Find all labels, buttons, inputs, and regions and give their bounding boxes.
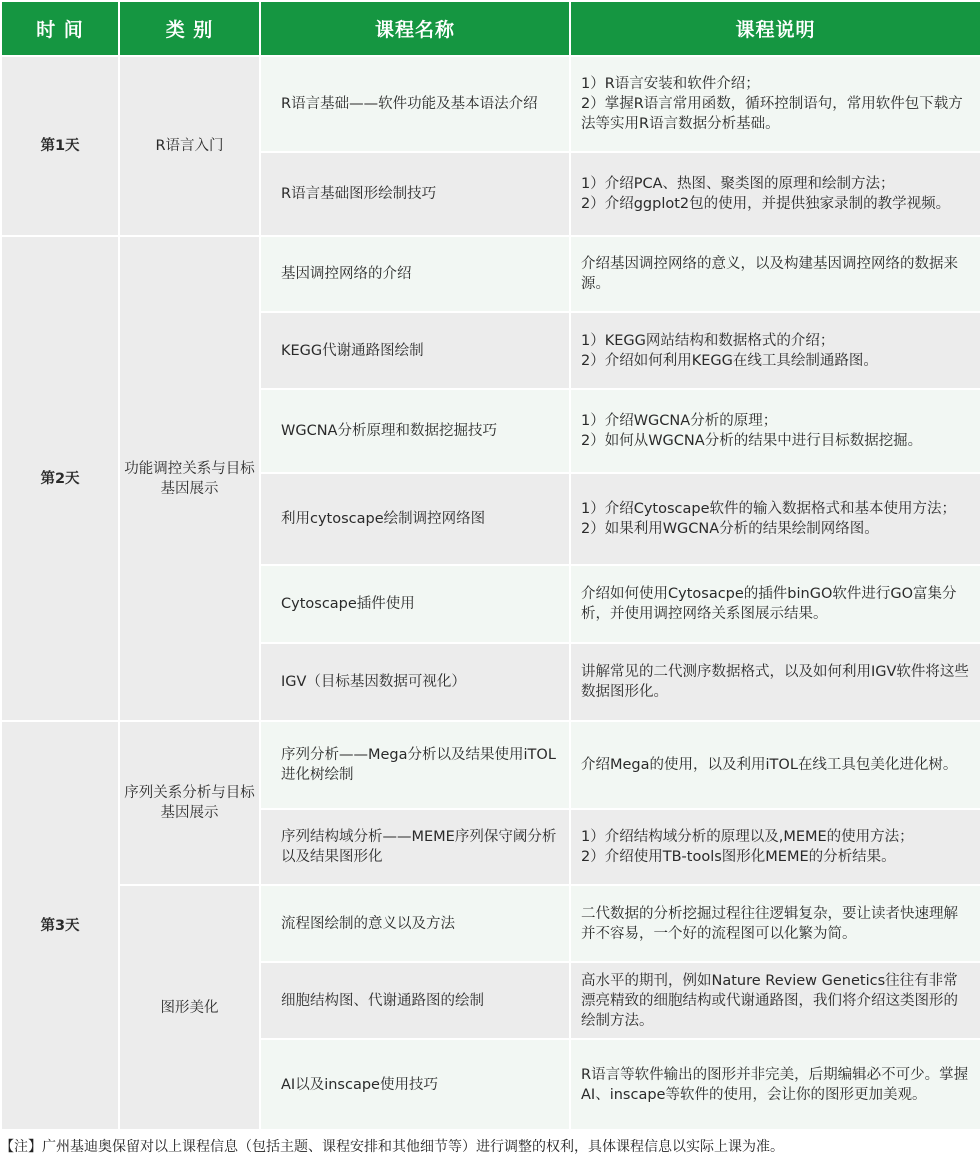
category-label: R语言入门	[119, 56, 260, 236]
course-name: 序列分析——Mega分析以及结果使用iTOL进化树绘制	[260, 721, 570, 809]
course-name: IGV（目标基因数据可视化）	[260, 643, 570, 721]
description-line: 高水平的期刊，例如Nature Review Genetics往往有非常漂亮精致的细胞结构或代谢通路图，我们将介绍这类图形的绘制方法。	[581, 972, 958, 1029]
description-line: 1）介绍PCA、热图、聚类图的原理和绘制方法；	[581, 176, 895, 192]
course-name: R语言基础图形绘制技巧	[260, 152, 570, 236]
table-row	[1, 236, 980, 312]
category-label: 功能调控关系与目标基因展示	[119, 236, 260, 721]
day-label: 第1天	[1, 56, 119, 236]
course-description	[570, 473, 980, 565]
course-description	[570, 1039, 980, 1130]
description-line: 二代数据的分析挖掘过程往往逻辑复杂，要让读者快速理解并不容易，一个好的流程图可以化繁为简。	[581, 905, 958, 942]
course-description	[570, 643, 980, 721]
course-name: 利用cytoscape绘制调控网络图	[260, 473, 570, 565]
description-line: 2）掌握R语言常用函数，循环控制语句，常用软件包下载方法等实用R语言数据分析基础。	[581, 96, 963, 132]
course-description	[570, 809, 980, 885]
course-name: R语言基础——软件功能及基本语法介绍	[260, 56, 570, 152]
course-description	[570, 236, 980, 312]
day-label: 第2天	[1, 236, 119, 721]
course-name: 细胞结构图、代谢通路图的绘制	[260, 962, 570, 1039]
description-line: 1）KEGG网站结构和数据格式的介绍；	[581, 332, 835, 349]
description-line: 2）如何从WGCNA分析的结果中进行目标数据挖掘。	[581, 433, 923, 449]
course-description	[570, 56, 980, 152]
course-description	[570, 312, 980, 389]
table-row	[1, 721, 980, 809]
course-name: 流程图绘制的意义以及方法	[260, 885, 570, 962]
description-line: 2）介绍使用TB-tools图形化MEME的分析结果。	[581, 849, 896, 865]
course-description	[570, 721, 980, 809]
course-name: WGCNA分析原理和数据挖掘技巧	[260, 389, 570, 473]
day-label: 第3天	[1, 721, 119, 1130]
course-description	[570, 152, 980, 236]
header-category: 类 别	[119, 1, 260, 56]
description-line: 1）介绍Cytoscape软件的输入数据格式和基本使用方法；	[581, 501, 957, 517]
course-name: KEGG代谢通路图绘制	[260, 312, 570, 389]
course-description	[570, 962, 980, 1039]
description-line: 2）介绍如何利用KEGG在线工具绘制通路图。	[581, 352, 878, 369]
category-label: 序列关系分析与目标基因展示	[119, 721, 260, 885]
description-line: 讲解常见的二代测序数据格式，以及如何利用IGV软件将这些数据图形化。	[581, 664, 969, 700]
header-course-name: 课程名称	[260, 1, 570, 56]
table-header-row	[1, 1, 980, 56]
course-name: 序列结构域分析——MEME序列保守阈分析以及结果图形化	[260, 809, 570, 885]
header-course-desc: 课程说明	[570, 1, 980, 56]
description-line: 2）如果利用WGCNA分析的结果绘制网络图。	[581, 521, 879, 537]
description-line: 介绍基因调控网络的意义，以及构建基因调控网络的数据来源。	[581, 256, 958, 292]
table-row	[1, 885, 980, 962]
table-body	[1, 56, 980, 1130]
description-line: 1）R语言安装和软件介绍；	[581, 76, 760, 92]
course-description	[570, 389, 980, 473]
category-label: 图形美化	[119, 885, 260, 1130]
course-name: Cytoscape插件使用	[260, 565, 570, 643]
course-description	[570, 565, 980, 643]
course-description	[570, 885, 980, 962]
description-line: 介绍Mega的使用，以及利用iTOL在线工具包美化进化树。	[581, 757, 958, 773]
course-name: 基因调控网络的介绍	[260, 236, 570, 312]
footnote: 【注】广州基迪奥保留对以上课程信息（包括主题、课程安排和其他细节等）进行调整的权利，具体课程信息以实际上课为准。	[0, 1139, 784, 1155]
description-line: 2）介绍ggplot2包的使用，并提供独家录制的教学视频。	[581, 196, 951, 212]
table-row	[1, 56, 980, 152]
header-time: 时 间	[1, 1, 119, 56]
description-line: R语言等软件输出的图形并非完美，后期编辑必不可少。掌握AI、inscape等软件的使用，会让你的图形更加美观。	[581, 1066, 969, 1103]
description-line: 1）介绍WGCNA分析的原理；	[581, 413, 778, 429]
description-line: 介绍如何使用Cytosacpe的插件binGO软件进行GO富集分析，并使用调控网络关系图展示结果。	[581, 586, 957, 622]
course-name: AI以及inscape使用技巧	[260, 1039, 570, 1130]
description-line: 1）介绍结构域分析的原理以及,MEME的使用方法；	[581, 829, 914, 845]
